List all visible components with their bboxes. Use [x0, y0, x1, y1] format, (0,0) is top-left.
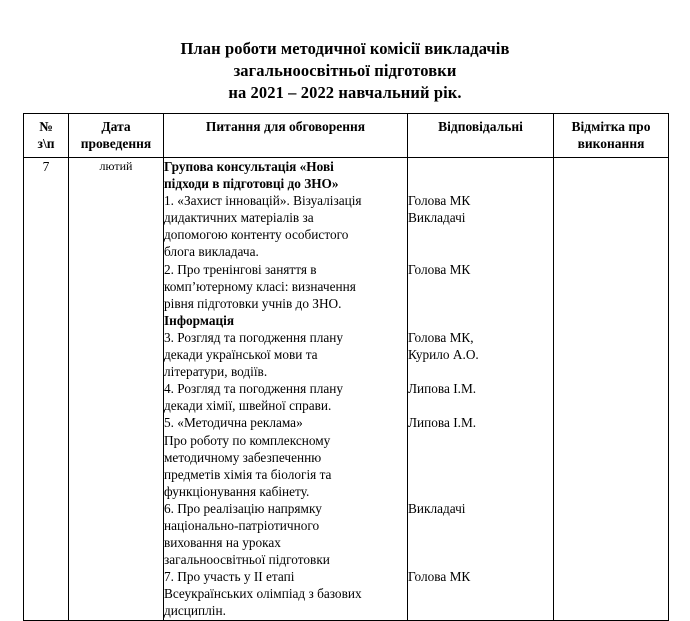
column-header-mark-line-1: Відмітка про — [571, 119, 651, 134]
topic-line: функціонування кабінету. — [164, 483, 310, 499]
topic-line: 4. Розгляд та погодження плану — [164, 381, 344, 397]
table-body — [24, 158, 669, 621]
column-header-number — [24, 114, 69, 158]
topic-line: Групова консультація «Нові — [164, 159, 334, 174]
responsible-line: Голова МК — [408, 193, 471, 209]
column-header-number-line-1: № — [39, 119, 53, 134]
topic-line: загальноосвітньої підготовки — [164, 552, 330, 568]
table-header-row — [24, 114, 669, 158]
column-header-responsible — [408, 114, 554, 158]
topic-line: комп’ютерному класі: визначення — [164, 278, 356, 294]
topic-line: рівня підготовки учнів до ЗНО. — [164, 295, 342, 311]
topic-line: методичному забезпеченню — [164, 449, 322, 465]
topic-line: 5. «Методична реклама» — [164, 415, 303, 431]
column-header-mark-line-2: виконання — [577, 136, 645, 151]
responsible-line: Курило А.О. — [408, 347, 479, 363]
topic-line: дисциплін. — [164, 603, 226, 619]
cell-responsible — [408, 158, 554, 621]
topic-line: 3. Розгляд та погодження плану — [164, 329, 344, 345]
title-line-2: загальноосвітньої підготовки — [233, 61, 457, 80]
topic-line: декади хімії, швейної справи. — [164, 398, 332, 414]
topic-line: літератури, водіїв. — [164, 364, 268, 380]
responsible-line: Голова МК — [408, 569, 471, 585]
plan-table-container — [23, 113, 668, 621]
cell-date: лютий — [69, 158, 164, 621]
column-header-date-line-1: Дата — [101, 119, 131, 134]
column-header-responsible-line-1: Відповідальні — [438, 119, 523, 134]
responsible-line: Липова І.М. — [408, 415, 477, 431]
column-header-number-line-2: з\п — [37, 136, 55, 151]
responsible-line: Викладачі — [408, 210, 466, 226]
plan-table — [23, 113, 669, 621]
topic-line: 6. Про реалізацію напрямку — [164, 500, 322, 516]
column-header-mark — [554, 114, 669, 158]
topic-line: дидактичних матеріалів за — [164, 210, 314, 226]
topic-line-list — [164, 158, 407, 620]
column-header-date-line-2: проведення — [80, 136, 152, 151]
topic-line: підходи в підготовці до ЗНО» — [164, 176, 339, 192]
topic-line: допомогою контенту особистого — [164, 227, 349, 243]
column-header-topic-line-1: Питання для обговорення — [205, 119, 366, 134]
responsible-line-list — [408, 158, 553, 620]
responsible-line: Липова І.М. — [408, 381, 477, 397]
cell-topic — [164, 158, 408, 621]
responsible-line: Викладачі — [408, 500, 466, 516]
responsible-line: Голова МК — [408, 261, 471, 277]
column-header-date — [69, 114, 164, 158]
title-line-3: на 2021 – 2022 навчальний рік. — [228, 83, 462, 102]
title-line-1: План роботи методичної комісії викладачів — [180, 39, 510, 58]
topic-line: 2. Про тренінгові заняття в — [164, 261, 317, 277]
topic-line: Всеукраїнських олімпіад з базових — [164, 586, 362, 602]
topic-line: Про роботу по комплексному — [164, 432, 331, 448]
topic-line: національно-патріотичного — [164, 517, 320, 533]
topic-line: Інформація — [164, 312, 235, 328]
cell-mark — [554, 158, 669, 621]
topic-line: блога викладача. — [164, 244, 259, 260]
page-title — [0, 0, 690, 104]
topic-line: декади української мови та — [164, 347, 318, 363]
topic-line: виховання на уроках — [164, 535, 281, 551]
responsible-line: Голова МК, — [408, 329, 474, 345]
table-row — [24, 158, 669, 621]
topic-line: предметів хімія та біологія та — [164, 466, 332, 482]
topic-line: 1. «Захист інновацій». Візуалізація — [164, 193, 362, 209]
column-header-topic — [164, 114, 408, 158]
cell-row-number: 7 — [24, 158, 69, 621]
topic-line: 7. Про участь у ІІ етапі — [164, 569, 295, 585]
